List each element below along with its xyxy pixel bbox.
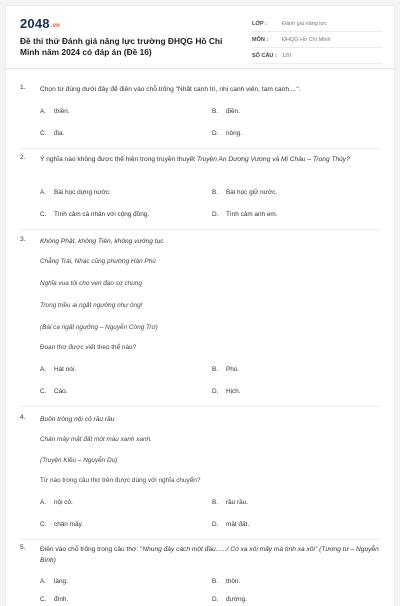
divider xyxy=(20,148,380,149)
exam-title: Đề thi thử Đánh giá năng lực trường ĐHQG Hồ Chí Minh năm 2024 có đáp án (Đề 16) xyxy=(20,36,223,57)
q3-option-d[interactable]: D. Hịch. xyxy=(212,388,241,395)
q1-option-a[interactable]: A. thiền. xyxy=(40,108,70,115)
q2-option-a[interactable]: A. Bài học dựng nước. xyxy=(40,189,111,196)
logo-text: 2048 xyxy=(20,16,50,31)
question-3-prompt: Đoạn thơ được viết theo thể nào? xyxy=(40,344,137,351)
q4-option-b[interactable]: B. rầu rầu. xyxy=(212,499,249,506)
poem-line: Nghĩa vua tôi cho vẹn đạo sơ chung xyxy=(40,280,142,287)
q1-option-d[interactable]: D. nông. xyxy=(212,130,242,137)
meta-count: SỐ CÂU : 120 xyxy=(252,48,382,64)
q5-option-c[interactable]: C. đình. xyxy=(40,596,69,603)
question-5: 5. Điền vào chỗ trống trong câu thơ: "Nhung đây cách một đầu....../ Có xa xôi mấy mà tình xa xôi" (Tương tư – Nguyễn Bính) xyxy=(20,544,379,564)
q1-option-b[interactable]: B. điền. xyxy=(212,108,240,115)
q5-option-a[interactable]: A. làng. xyxy=(40,578,68,585)
divider xyxy=(20,229,380,230)
q3-option-a[interactable]: A. Hát nói. xyxy=(40,366,77,373)
q3-option-b[interactable]: B. Phú. xyxy=(212,366,240,373)
document-page xyxy=(6,6,394,606)
q2-option-c[interactable]: C. Tình cảm cá nhân với cộng đồng. xyxy=(40,211,150,218)
meta-subject: MÔN : ĐHQG Hồ Chí Minh xyxy=(252,32,382,48)
q3-option-c[interactable]: C. Cáo. xyxy=(40,388,68,395)
q2-option-d[interactable]: D. Tình cảm anh em. xyxy=(212,211,278,218)
page-header xyxy=(6,6,394,69)
poem-line: Chân mây mặt đất một màu xanh xanh. xyxy=(40,436,152,443)
question-4-prompt: Từ nào trong câu thơ trên được dùng với nghĩa chuyển? xyxy=(40,477,201,484)
site-logo[interactable] xyxy=(20,16,60,31)
q4-option-d[interactable]: D. mặt đất. xyxy=(212,521,250,528)
poem-source: (Truyện Kiều – Nguyễn Du) xyxy=(40,457,118,464)
q4-option-a[interactable]: A. nội cỏ. xyxy=(40,499,73,506)
q4-option-c[interactable]: C. chân mây. xyxy=(40,521,84,528)
divider xyxy=(20,406,380,407)
logo-suffix: .vn xyxy=(50,23,61,29)
poem-line: Trong triều ai ngất ngưởng như ông! xyxy=(40,302,143,309)
q2-option-b[interactable]: B. Bài học giữ nước. xyxy=(212,189,278,196)
question-4: 4. Buồn trông nội cỏ rầu rầu xyxy=(20,414,115,423)
question-1: 1. Chọn từ đúng dưới đây để điền vào chỗ trống "Nhất canh trì, nhị canh viên, tam canh....". xyxy=(20,84,301,93)
meta-class: LỚP : Đánh giá năng lực xyxy=(252,16,382,32)
q5-option-d[interactable]: D. đường. xyxy=(212,596,247,603)
q1-option-c[interactable]: C. địa. xyxy=(40,130,65,137)
question-2: 2. Ý nghĩa nào không được thể hiện trong truyền thuyết Truyện An Dương Vương và Mị Châu – Trọng Thủy? xyxy=(20,154,350,163)
exam-meta xyxy=(252,16,382,64)
poem-source: (Bài ca ngất ngưởng – Nguyễn Công Trứ) xyxy=(40,324,158,331)
divider xyxy=(20,539,380,540)
q5-option-b[interactable]: B. thôn. xyxy=(212,578,241,585)
poem-line: Chẳng Trái, Nhạc cũng phường Hàn Phú xyxy=(40,258,156,265)
question-3: 3. Không Phật, không Tiên, không vướng tục xyxy=(20,236,164,245)
